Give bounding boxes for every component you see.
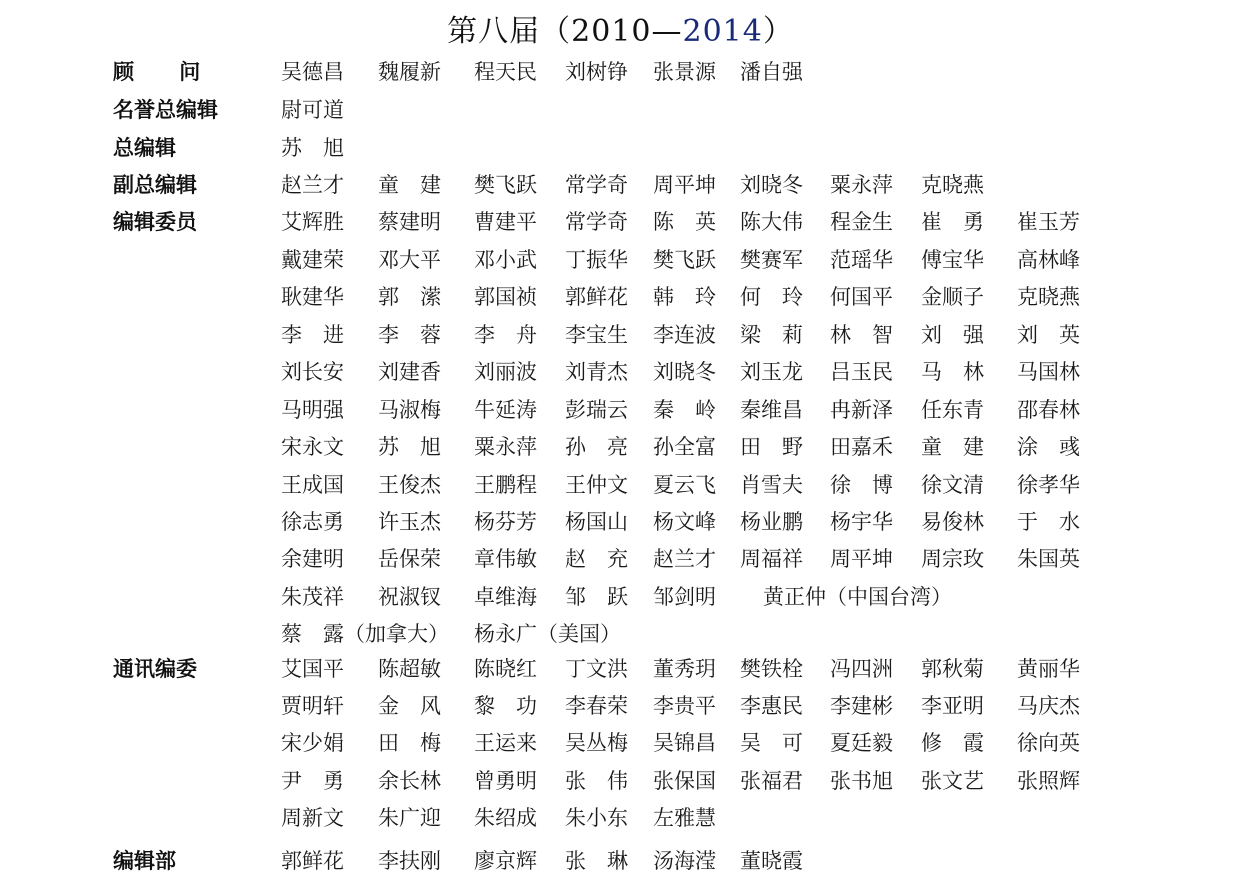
member-name: 夏廷毅 [830,731,893,755]
member-name: 周平坤 [653,173,716,197]
member-name: 克晓燕 [921,173,984,197]
member-name: 程天民 [474,60,537,84]
member-name: 黎 功 [474,694,537,718]
member-name: 秦维昌 [740,398,803,422]
member-name: 邹 跃 [565,585,628,609]
member-name: 徐向英 [1017,731,1080,755]
member-name: 章伟敏 [474,547,537,571]
member-name: 刘青杰 [565,360,628,384]
section-label: 通讯编委 [113,657,197,681]
member-name: 曹建平 [474,210,537,234]
member-name: 贾明轩 [281,694,344,718]
member-name: 李扶刚 [378,849,441,873]
member-name: 苏 旭 [378,435,441,459]
member-name: 崔玉芳 [1017,210,1080,234]
member-name: 杨国山 [565,510,628,534]
member-name: 黄正仲（中国台湾） [763,585,952,609]
member-name: 马淑梅 [378,398,441,422]
member-name: 李春荣 [565,694,628,718]
member-name: 樊赛军 [740,248,803,272]
member-name: 周平坤 [830,547,893,571]
member-name: 王俊杰 [378,473,441,497]
member-name: 苏 旭 [281,136,344,160]
name-row [281,358,1181,386]
member-name: 宋少娟 [281,731,344,755]
member-name: 朱绍成 [474,806,537,830]
member-name: 梁 莉 [740,323,803,347]
section-label: 名誉总编辑 [113,98,218,122]
member-name: 吴锦昌 [653,731,716,755]
member-name: 郭秋菊 [921,657,984,681]
member-name: 戴建荣 [281,248,344,272]
member-name: 曾勇明 [474,769,537,793]
member-name: 卓维海 [474,585,537,609]
member-name: 李贵平 [653,694,716,718]
member-name: 李宝生 [565,323,628,347]
member-name: 刘树铮 [565,60,628,84]
member-name: 左雅慧 [653,806,716,830]
member-name: 徐孝华 [1017,473,1080,497]
member-name: 耿建华 [281,285,344,309]
title-prefix: 第八届（2010— [447,14,683,49]
member-name: 魏履新 [378,60,441,84]
name-row [281,433,1181,461]
member-name: 周新文 [281,806,344,830]
member-name: 蔡 露（加拿大） [281,622,449,646]
member-name: 刘丽波 [474,360,537,384]
member-name: 秦 岭 [653,398,716,422]
name-row [281,655,1181,683]
section-label: 编辑委员 [113,210,197,234]
member-name: 刘晓冬 [653,360,716,384]
member-name: 祝淑钗 [378,585,441,609]
name-row [281,804,1181,832]
member-name: 田嘉禾 [830,435,893,459]
member-name: 黄丽华 [1017,657,1080,681]
member-name: 刘晓冬 [740,173,803,197]
section-label: 编辑部 [113,849,176,873]
member-name: 肖雪夫 [740,473,803,497]
member-name: 牛延涛 [474,398,537,422]
section-label: 总编辑 [113,136,176,160]
member-name: 尹 勇 [281,769,344,793]
member-name: 刘玉龙 [740,360,803,384]
name-row [281,134,1181,162]
member-name: 张福君 [740,769,803,793]
member-name: 樊飞跃 [474,173,537,197]
name-row [281,208,1181,236]
title-year-end: 2014 [682,14,763,49]
member-name: 常学奇 [565,210,628,234]
member-name: 高林峰 [1017,248,1080,272]
member-name: 张书旭 [830,769,893,793]
member-name: 赵兰才 [281,173,344,197]
member-name: 邓大平 [378,248,441,272]
member-name: 徐 博 [830,473,893,497]
member-name: 童 建 [378,173,441,197]
member-name: 朱国英 [1017,547,1080,571]
member-name: 杨永广（美国） [474,622,621,646]
name-row [281,620,1181,648]
name-row [281,729,1181,757]
member-name: 丁振华 [565,248,628,272]
member-name: 李 蓉 [378,323,441,347]
member-name: 董秀玥 [653,657,716,681]
member-name: 金顺子 [921,285,984,309]
member-name: 邹剑明 [653,585,716,609]
member-name: 任东青 [921,398,984,422]
member-name: 张照辉 [1017,769,1080,793]
name-row [281,767,1181,795]
member-name: 粟永萍 [830,173,893,197]
member-name: 常学奇 [565,173,628,197]
member-name: 吴 可 [740,731,803,755]
member-name: 涂 彧 [1017,435,1080,459]
member-name: 邓小武 [474,248,537,272]
section-label: 顾 问 [113,60,201,84]
member-name: 吴德昌 [281,60,344,84]
member-name: 陈 英 [653,210,716,234]
member-name: 刘长安 [281,360,344,384]
member-name: 田 梅 [378,731,441,755]
name-row [281,508,1181,536]
member-name: 陈晓红 [474,657,537,681]
member-name: 王鹏程 [474,473,537,497]
member-name: 宋永文 [281,435,344,459]
member-name: 徐文清 [921,473,984,497]
member-name: 王仲文 [565,473,628,497]
member-name: 林 智 [830,323,893,347]
member-name: 郭 潆 [378,285,441,309]
member-name: 陈超敏 [378,657,441,681]
member-name: 克晓燕 [1017,285,1080,309]
member-name: 陈大伟 [740,210,803,234]
member-name: 吴丛梅 [565,731,628,755]
member-name: 郭鲜花 [281,849,344,873]
member-name: 韩 玲 [653,285,716,309]
member-name: 李 舟 [474,323,537,347]
member-name: 刘建香 [378,360,441,384]
member-name: 余建明 [281,547,344,571]
member-name: 何国平 [830,285,893,309]
member-name: 杨文峰 [653,510,716,534]
member-name: 易俊林 [921,510,984,534]
member-name: 杨业鹏 [740,510,803,534]
name-row [281,246,1181,274]
member-name: 汤海滢 [653,849,716,873]
member-name: 岳保荣 [378,547,441,571]
name-row [281,692,1181,720]
member-name: 马 林 [921,360,984,384]
member-name: 马庆杰 [1017,694,1080,718]
name-row [281,396,1181,424]
member-name: 王运来 [474,731,537,755]
member-name: 范瑶华 [830,248,893,272]
member-name: 王成国 [281,473,344,497]
member-name: 艾辉胜 [281,210,344,234]
member-name: 于 水 [1017,510,1080,534]
member-name: 冯四洲 [830,657,893,681]
member-name: 邵春林 [1017,398,1080,422]
member-name: 李亚明 [921,694,984,718]
name-row [281,471,1181,499]
member-name: 夏云飞 [653,473,716,497]
name-row [281,58,1181,86]
member-name: 樊飞跃 [653,248,716,272]
member-name: 尉可道 [281,98,344,122]
name-row [281,847,1181,875]
member-name: 杨宇华 [830,510,893,534]
member-name: 艾国平 [281,657,344,681]
member-name: 冉新泽 [830,398,893,422]
member-name: 余长林 [378,769,441,793]
member-name: 赵 充 [565,547,628,571]
member-name: 吕玉民 [830,360,893,384]
member-name: 朱茂祥 [281,585,344,609]
member-name: 张保国 [653,769,716,793]
name-row [281,283,1181,311]
member-name: 杨芬芳 [474,510,537,534]
member-name: 朱广迎 [378,806,441,830]
member-name: 程金生 [830,210,893,234]
member-name: 丁文洪 [565,657,628,681]
member-name: 孙 亮 [565,435,628,459]
member-name: 徐志勇 [281,510,344,534]
member-name: 金 风 [378,694,441,718]
member-name: 董晓霞 [740,849,803,873]
title-suffix: ） [762,14,794,49]
member-name: 田 野 [740,435,803,459]
member-name: 朱小东 [565,806,628,830]
member-name: 童 建 [921,435,984,459]
member-name: 张 琳 [565,849,628,873]
name-row [281,545,1181,573]
member-name: 郭国祯 [474,285,537,309]
member-name: 郭鲜花 [565,285,628,309]
member-name: 马明强 [281,398,344,422]
member-name: 刘 英 [1017,323,1080,347]
member-name: 李建彬 [830,694,893,718]
member-name: 周宗玫 [921,547,984,571]
page-title [0,12,1241,52]
member-name: 许玉杰 [378,510,441,534]
member-name: 修 霞 [921,731,984,755]
member-name: 李连波 [653,323,716,347]
section-label: 副总编辑 [113,173,197,197]
member-name: 张文艺 [921,769,984,793]
member-name: 张 伟 [565,769,628,793]
member-name: 崔 勇 [921,210,984,234]
member-name: 傅宝华 [921,248,984,272]
member-name: 樊铁栓 [740,657,803,681]
member-name: 廖京辉 [474,849,537,873]
member-name: 孙全富 [653,435,716,459]
member-name: 李惠民 [740,694,803,718]
member-name: 刘 强 [921,323,984,347]
name-row [281,96,1181,124]
member-name: 彭瑞云 [565,398,628,422]
member-name: 蔡建明 [378,210,441,234]
member-name: 周福祥 [740,547,803,571]
name-row [281,321,1181,349]
member-name: 赵兰才 [653,547,716,571]
member-name: 何 玲 [740,285,803,309]
member-name: 张景源 [653,60,716,84]
member-name: 潘自强 [740,60,803,84]
member-name: 马国林 [1017,360,1080,384]
name-row [281,171,1181,199]
member-name: 粟永萍 [474,435,537,459]
name-row [281,583,1181,611]
member-name: 李 进 [281,323,344,347]
